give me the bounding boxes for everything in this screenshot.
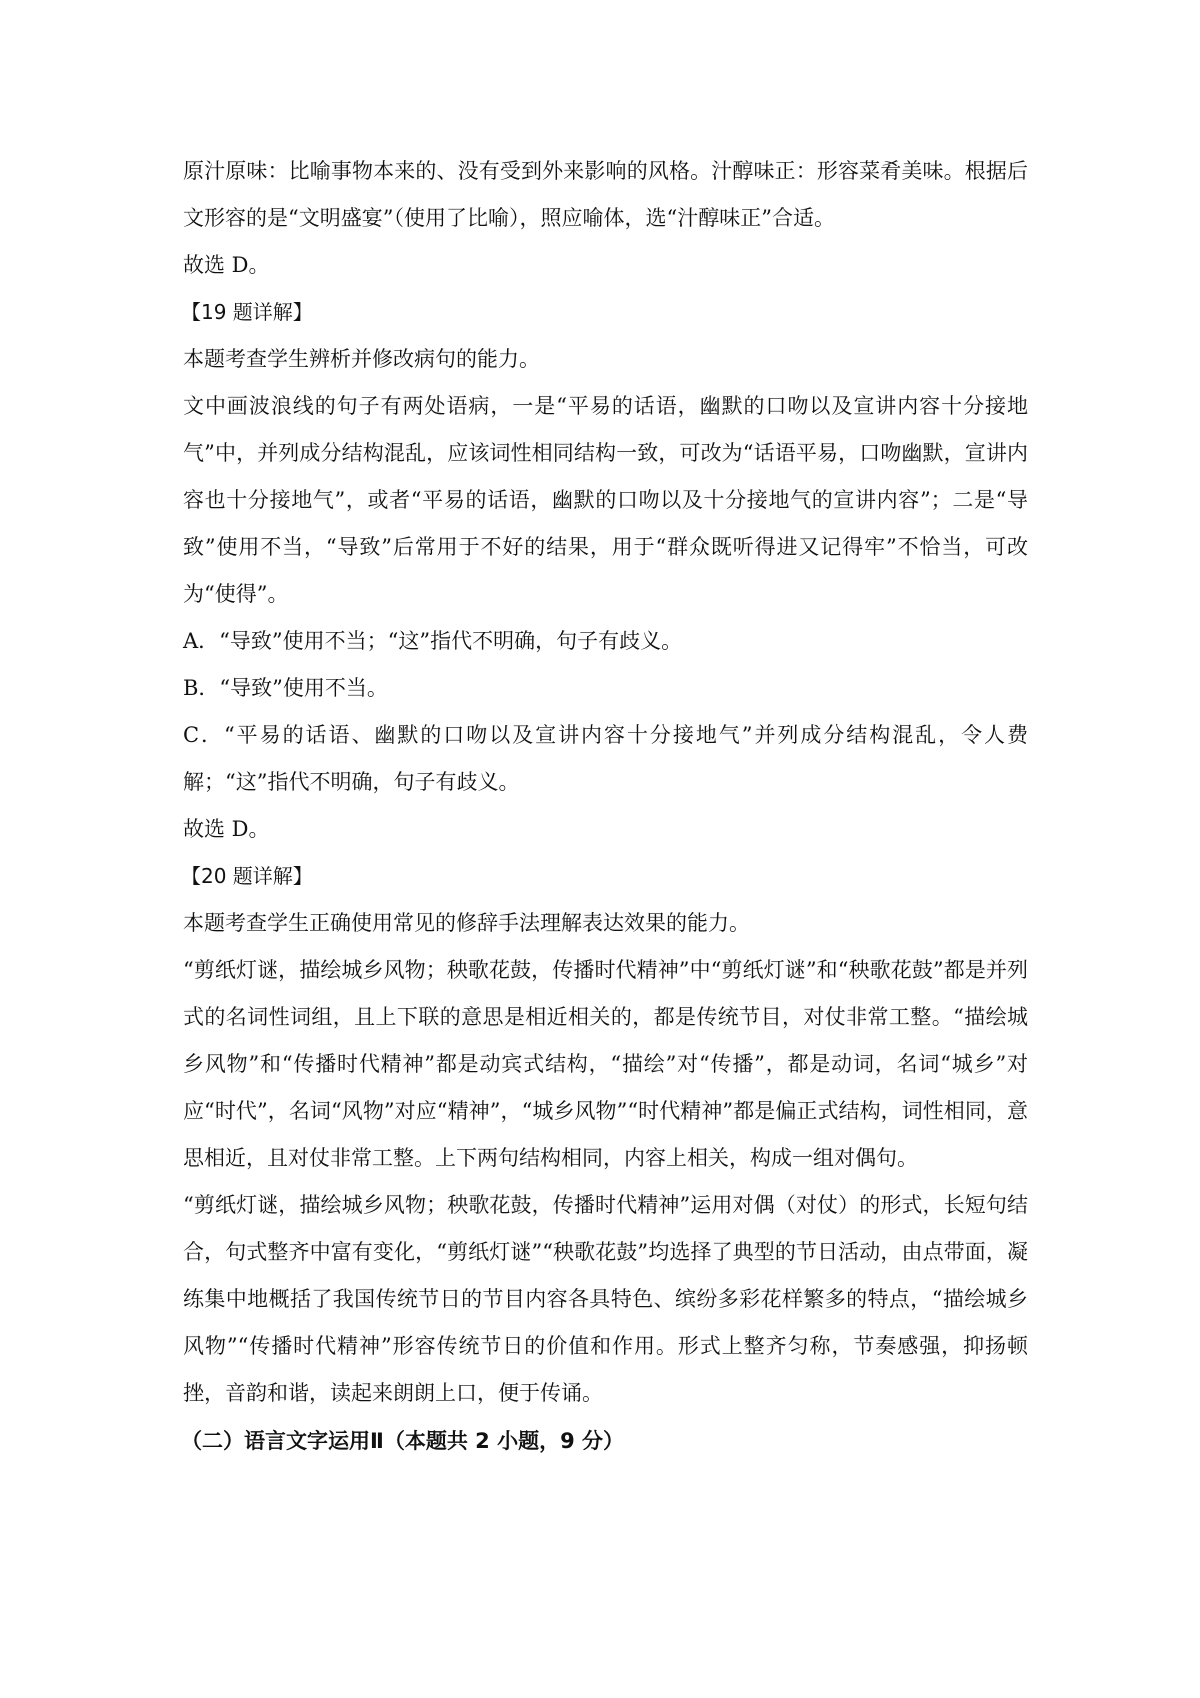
- q18-answer: 故选 D。: [183, 253, 270, 277]
- q20-effect: “剪纸灯谜，描绘城乡风物；秧歌花鼓，传播时代精神”运用对偶（对仗）的形式，长短句结合，句式整齐中富有变化，“剪纸灯谜”“秧歌花鼓”均选择了典型的节日活动，由点带面，凝练集中地概括了我国传统节日的节目内容各具特色、缤纷多彩花样繁多的特点，“描绘城乡风物”“传播时代精神”形容传统节日的价值和作用。形式上整齐匀称，节奏感强，抑扬顿挫，音韵和谐，读起来朗朗上口，便于传诵。: [183, 1193, 1028, 1405]
- q20-heading: 【20 题详解】: [181, 864, 313, 888]
- q18-explanation: 原汁原味：比喻事物本来的、没有受到外来影响的风格。汁醇味正：形容菜肴美味。根据后文形容的是“文明盛宴”（使用了比喻），照应喻体，选“汁醇味正”合适。: [183, 159, 1028, 230]
- q20-analysis: “剪纸灯谜，描绘城乡风物；秧歌花鼓，传播时代精神”中“剪纸灯谜”和“秧歌花鼓”都是并列式的名词性词组，且上下联的意思是相近相关的，都是传统节目，对仗非常工整。“描绘城乡风物”和“传播时代精神”都是动宾式结构，“描绘”对“传播”，都是动词，名词“城乡”对应“时代”，名词“风物”对应“精神”，“城乡风物”“时代精神”都是偏正式结构，词性相同，意思相近，且对仗非常工整。上下两句结构相同，内容上相关，构成一组对偶句。: [183, 958, 1028, 1170]
- q19-answer: 故选 D。: [183, 817, 270, 841]
- q19-analysis: 文中画波浪线的句子有两处语病，一是“平易的话语，幽默的口吻以及宣讲内容十分接地气”中，并列成分结构混乱，应该词性相同结构一致，可改为“话语平易，口吻幽默，宣讲内容也十分接地气”，或者“平易的话语，幽默的口吻以及十分接地气的宣讲内容”；二是“导致”使用不当，“导致”后常用于不好的结果，用于“群众既听得进又记得牢”不恰当，可改为“使得”。: [183, 394, 1028, 606]
- q19-intro: 本题考查学生辨析并修改病句的能力。: [183, 347, 540, 371]
- page-content: [183, 148, 1028, 1465]
- q19-heading: 【19 题详解】: [181, 300, 313, 324]
- q19-option-b: B．“导致”使用不当。: [183, 676, 388, 700]
- q19-option-a: A．“导致”使用不当；“这”指代不明确，句子有歧义。: [183, 629, 683, 653]
- q19-option-c: C．“平易的话语、幽默的口吻以及宣讲内容十分接地气”并列成分结构混乱，令人费解；“这”指代不明确，句子有歧义。: [183, 723, 1028, 794]
- q20-intro: 本题考查学生正确使用常见的修辞手法理解表达效果的能力。: [183, 911, 750, 935]
- section-title: （二）语言文字运用Ⅱ（本题共 2 小题，9 分）: [181, 1429, 624, 1453]
